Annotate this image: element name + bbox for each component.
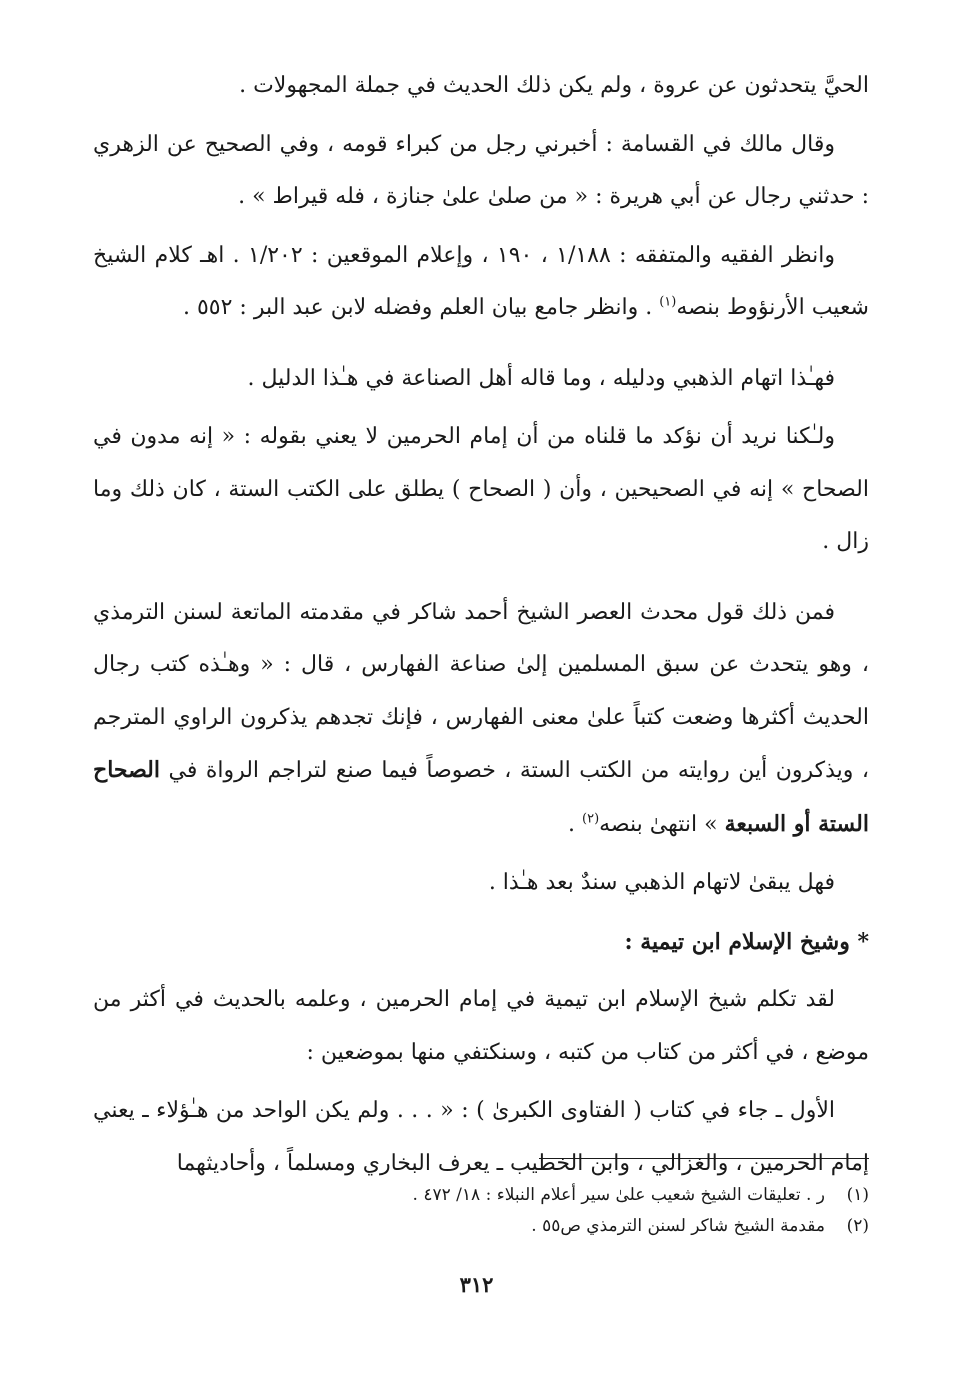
footnote-1-number: (١) — [846, 1185, 869, 1205]
paragraph-1: الحيَّ يتحدثون عن عروة ، ولم يكن ذلك الحديث في جملة المجهولات . — [239, 73, 869, 98]
footnotes — [93, 1180, 869, 1242]
paragraph-6-end: . — [568, 811, 582, 837]
footnote-ref-1: (١) — [659, 294, 677, 310]
footnote-1 — [93, 1180, 869, 1211]
main-text — [93, 60, 869, 1190]
footnote-1-text: ر . تعليقات الشيخ شعيب علىٰ سير أعلام النبلاء : ١٨/ ٤٧٢ . — [412, 1185, 825, 1205]
footnote-2-number: (٢) — [846, 1216, 869, 1236]
paragraph-6-bold: الصحاح الستة أو السبعة — [93, 757, 869, 837]
paragraph-3-tail: . وانظر جامع بيان العلم وفضله لابن عبد البر : ٥٥٢ . — [182, 295, 660, 320]
page-number: ٣١٢ — [459, 1272, 494, 1297]
paragraph-7: فهل يبقىٰ لاتهام الذهبي سندٌ بعد هـٰذا . — [488, 870, 835, 895]
paragraph-3-text: وانظر الفقيه والمتفقه : ١/١٨٨ ، ١٩٠ ، وإعلام الموقعين : ١/٢٠٢ . اهـ كلام الشيخ شعيب الأرنؤوط بنصه — [93, 242, 869, 320]
paragraph-6 — [93, 587, 869, 852]
footnote-2 — [93, 1211, 869, 1242]
section-heading: * وشيخ الإسلام ابن تيمية : — [624, 928, 869, 955]
paragraph-3 — [93, 230, 869, 335]
paragraph-9: الأول ـ جاء في كتاب ( الفتاوى الكبرىٰ ) : « . . . ولم يكن الواحد من هـٰؤلاء ـ يعني إمام الحرمين ، والغزالي ، وابن الخطيب ـ يعرف البخاري ومسلماً ، وأحاديثهما — [93, 1098, 869, 1176]
paragraph-8: لقد تكلم شيخ الإسلام ابن تيمية في إمام الحرمين ، وعلمه بالحديث في أكثر من موضع ، في أكثر من كتاب من كتبه ، وسنكتفي منها بموضعين : — [93, 987, 869, 1065]
footnote-ref-2: (٢) — [582, 811, 600, 827]
paragraph-6-text: فمن ذلك قول محدث العصر الشيخ أحمد شاكر في مقدمته الماتعة لسنن الترمذي ، وهو يتحدث عن سبق المسلمين إلىٰ صناعة الفهارس ، قال : « وهـٰذه كتب رجال الحديث أكثرها وضعت كتباً علىٰ معنى الفهارس ، فإنك تجدهم يذكرون الراوي المترجم ، ويذكرون أين روايته من الكتب الستة ، خصوصاً فيما صنع لتراجم الرواة في — [93, 599, 869, 783]
paragraph-5: ولـٰكنا نريد أن نؤكد ما قلناه من أن إمام الحرمين لا يعني بقوله : « إنه مدون في الصحاح » إنه في الصحيحين ، وأن ( الصحاح ) يطلق على الكتب الستة ، كان ذلك وما زال . — [93, 424, 869, 554]
footnote-divider — [539, 1158, 869, 1159]
paragraph-2: وقال مالك في القسامة : أخبرني رجل من كبراء قومه ، وفي الصحيح عن الزهري : حدثني رجال عن أبي هريرة : « من صلىٰ علىٰ جنازة ، فله قيراط » . — [93, 131, 869, 209]
paragraph-6-tail: » انتهىٰ بنصه — [599, 811, 725, 837]
paragraph-4: فهـٰذا اتهام الذهبي ودليله ، وما قاله أهل الصناعة في هـٰذا الدليل . — [247, 365, 835, 391]
footnote-2-text: مقدمة الشيخ شاكر لسنن الترمذي ص٥٥ . — [531, 1216, 825, 1236]
